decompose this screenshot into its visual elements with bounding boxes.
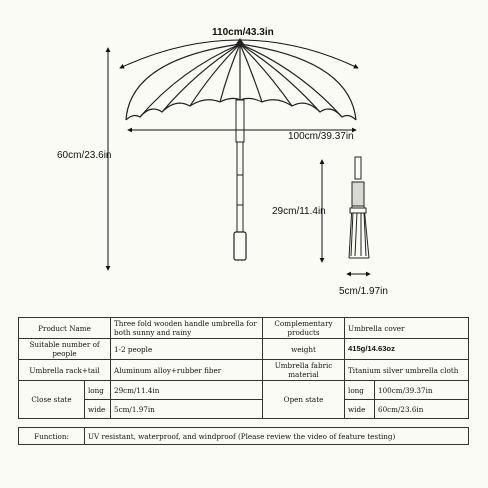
table-row (19, 428, 469, 445)
open-height-label: 60cm/23.6in (57, 150, 112, 161)
function-value: UV resistant, waterproof, and windproof (Please review the video of feature testing) (85, 428, 469, 445)
umbrella-tip (236, 38, 244, 44)
close-wide-value: 5cm/1.97in (111, 400, 263, 419)
function-label: Function: (19, 428, 85, 445)
spec-table (18, 317, 469, 445)
table-row (19, 318, 469, 339)
table-row (19, 360, 469, 381)
fabric-value: Titanium silver umbrella cloth (345, 360, 469, 381)
rack-label: Umbrella rack+tail (19, 360, 111, 381)
folded-width-label: 5cm/1.97in (339, 286, 388, 297)
folded-umbrella (349, 157, 369, 258)
table-row (19, 381, 469, 400)
open-state-label: Open state (263, 381, 345, 419)
umbrella-handle (234, 232, 246, 260)
table-gap (19, 419, 469, 428)
open-wide-label: wide (345, 400, 375, 419)
fabric-label: Umbrella fabric material (263, 360, 345, 381)
open-long-label: long (345, 381, 375, 400)
table-row (19, 339, 469, 360)
close-wide-label: wide (85, 400, 111, 419)
people-label: Suitable number of people (19, 339, 111, 360)
umbrella-canopy (126, 44, 356, 120)
close-state-label: Close state (19, 381, 85, 419)
weight-value: 415g/14.63oz (345, 339, 469, 360)
product-name-label: Product Name (19, 318, 111, 339)
open-long-value: 100cm/39.37in (375, 381, 469, 400)
rack-value: Aluminum alloy+rubber fiber (111, 360, 263, 381)
complementary-label: Complementary products (263, 318, 345, 339)
close-long-label: long (85, 381, 111, 400)
close-long-value: 29cm/11.4in (111, 381, 263, 400)
weight-label: weight (263, 339, 345, 360)
people-value: 1-2 people (111, 339, 263, 360)
umbrella-shaft (236, 100, 244, 232)
folded-length-label: 29cm/11.4in (272, 206, 326, 217)
open-wide-value: 60cm/23.6in (375, 400, 469, 419)
table-row (19, 400, 469, 419)
open-width-label: 110cm/43.3in (212, 27, 274, 38)
canopy-width-label: 100cm/39.37in (288, 131, 354, 142)
product-name-value: Three fold wooden handle umbrella for both sunny and rainy (111, 318, 263, 339)
complementary-value: Umbrella cover (345, 318, 469, 339)
